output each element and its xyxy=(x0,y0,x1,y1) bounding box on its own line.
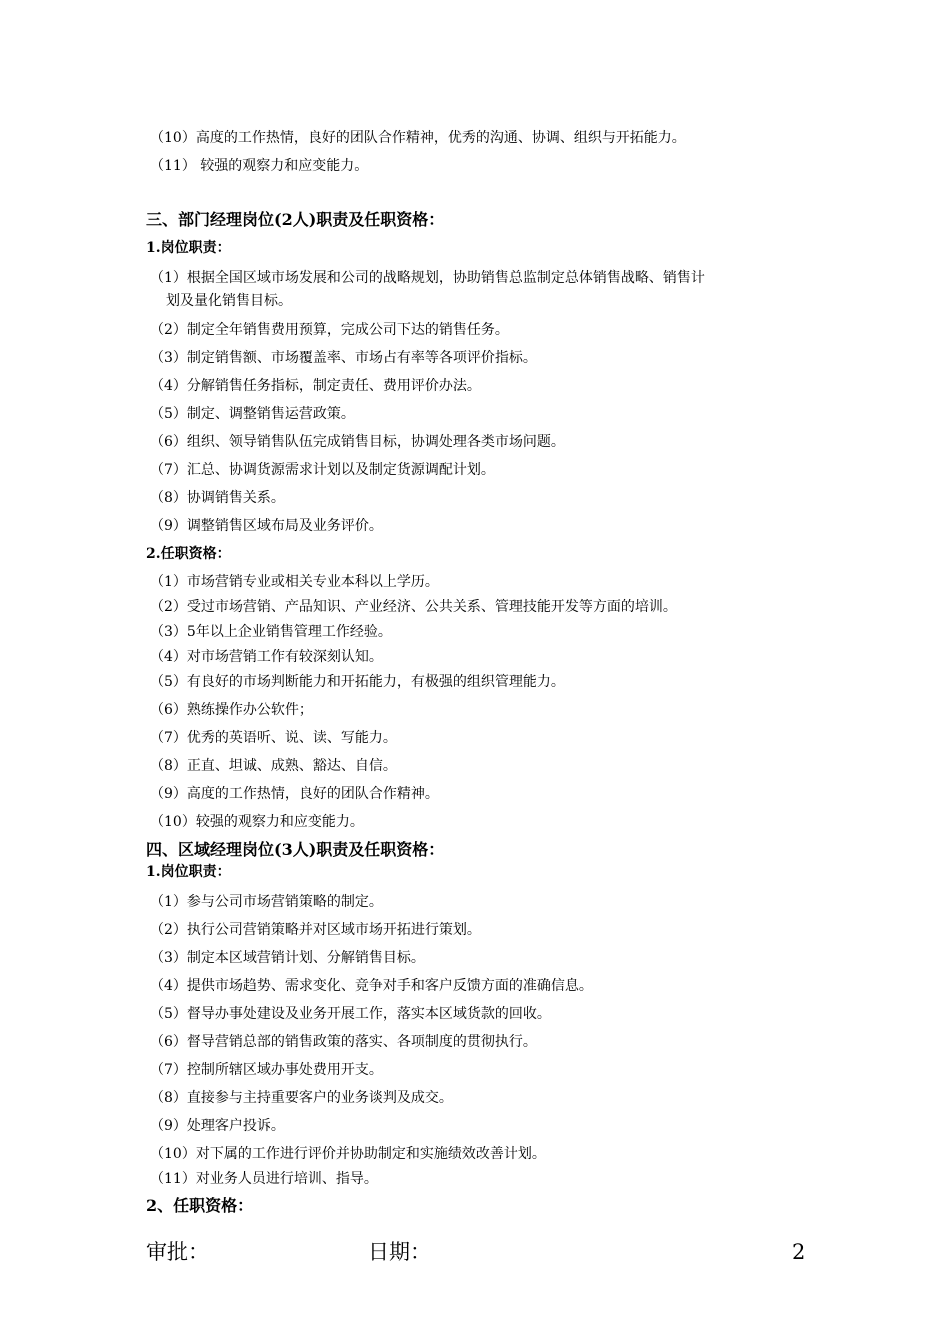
page-number: 2 xyxy=(792,1240,806,1264)
list-item: （7）控制所辖区域办事处费用开支。 xyxy=(150,1062,383,1078)
list-item: （4）对市场营销工作有较深刻认知。 xyxy=(150,649,383,665)
list-item: （1）参与公司市场营销策略的制定。 xyxy=(150,894,383,910)
list-item: （6）熟练操作办公软件； xyxy=(150,702,313,718)
list-item: （1）根据全国区域市场发展和公司的战略规划，协助销售总监制定总体销售战略、销售计 xyxy=(150,270,705,286)
list-item: （9）调整销售区域布局及业务评价。 xyxy=(150,518,383,534)
list-item: （3）制定销售额、市场覆盖率、市场占有率等各项评价指标。 xyxy=(150,350,537,366)
list-item: （7）汇总、协调货源需求计划以及制定货源调配计划。 xyxy=(150,462,495,478)
list-item-continuation: 划及量化销售目标。 xyxy=(166,293,292,309)
list-item: （2）制定全年销售费用预算，完成公司下达的销售任务。 xyxy=(150,322,509,338)
list-item: （2）受过市场营销、产品知识、产业经济、公共关系、管理技能开发等方面的培训。 xyxy=(150,599,677,615)
list-item: （7）优秀的英语听、说、读、写能力。 xyxy=(150,730,397,746)
list-item: （5）督导办事处建设及业务开展工作，落实本区域货款的回收。 xyxy=(150,1006,551,1022)
list-item: （3）制定本区域营销计划、分解销售目标。 xyxy=(150,950,425,966)
list-item: （8）直接参与主持重要客户的业务谈判及成交。 xyxy=(150,1090,453,1106)
list-item: （10）高度的工作热情，良好的团队合作精神，优秀的沟通、协调、组织与开拓能力。 xyxy=(150,130,686,146)
list-item: （5）制定、调整销售运营政策。 xyxy=(150,406,355,422)
list-item: （8）正直、坦诚、成熟、豁达、自信。 xyxy=(150,758,397,774)
list-item: （6）督导营销总部的销售政策的落实、各项制度的贯彻执行。 xyxy=(150,1034,537,1050)
list-item: （5）有良好的市场判断能力和开拓能力，有极强的组织管理能力。 xyxy=(150,674,565,690)
list-item: （11） 较强的观察力和应变能力。 xyxy=(150,158,369,174)
list-item: （9）高度的工作热情，良好的团队合作精神。 xyxy=(150,786,439,802)
date-label: 日期： xyxy=(368,1240,431,1264)
subsection-heading: 1.岗位职责： xyxy=(146,864,231,880)
section-heading: 三、部门经理岗位(2人)职责及任职资格： xyxy=(146,210,445,229)
list-item: （9）处理客户投诉。 xyxy=(150,1118,285,1134)
list-item: （10）较强的观察力和应变能力。 xyxy=(150,814,364,830)
list-item: （1）市场营销专业或相关专业本科以上学历。 xyxy=(150,574,439,590)
list-item: （2）执行公司营销策略并对区域市场开拓进行策划。 xyxy=(150,922,481,938)
list-item: （11）对业务人员进行培训、指导。 xyxy=(150,1171,378,1187)
list-item: （8）协调销售关系。 xyxy=(150,490,285,506)
list-item: （4）分解销售任务指标，制定责任、费用评价办法。 xyxy=(150,378,481,394)
list-item: （10）对下属的工作进行评价并协助制定和实施绩效改善计划。 xyxy=(150,1146,546,1162)
list-item: （6）组织、领导销售队伍完成销售目标，协调处理各类市场问题。 xyxy=(150,434,565,450)
subsection-heading: 1.岗位职责： xyxy=(146,240,231,256)
section-heading: 四、区域经理岗位(3人)职责及任职资格： xyxy=(146,840,445,859)
list-item: （3）5年以上企业销售管理工作经验。 xyxy=(150,624,392,640)
approve-label: 审批： xyxy=(146,1240,209,1264)
subsection-heading: 2、任职资格： xyxy=(146,1196,254,1215)
list-item: （4）提供市场趋势、需求变化、竞争对手和客户反馈方面的准确信息。 xyxy=(150,978,593,994)
subsection-heading: 2.任职资格： xyxy=(146,546,231,562)
